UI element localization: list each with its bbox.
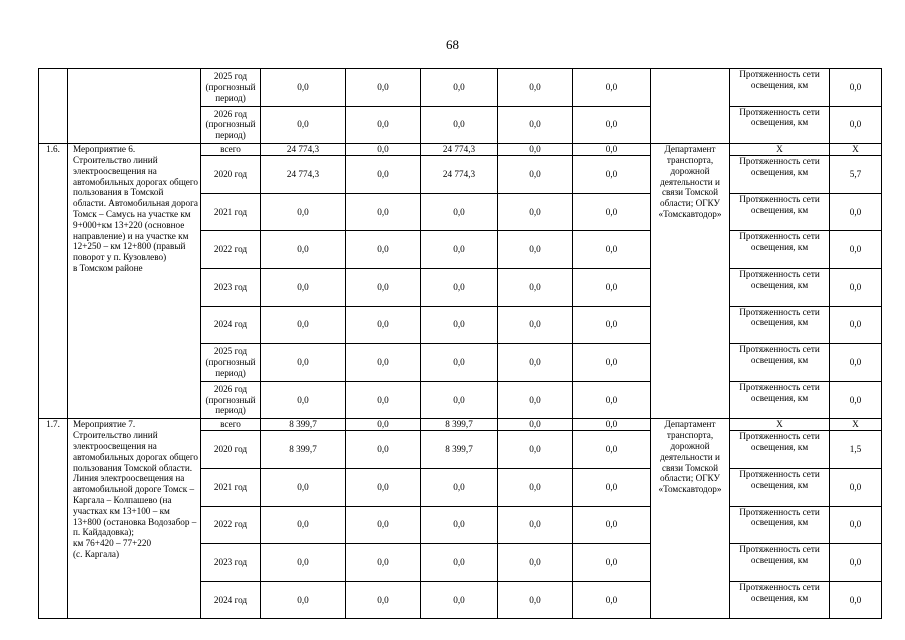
federal-cell: 0,0 xyxy=(346,581,421,619)
value-cell: 5,7 xyxy=(830,156,882,194)
regional-cell: 0,0 xyxy=(421,581,498,619)
federal-cell: 0,0 xyxy=(346,468,421,506)
executor-cell: Департамент транспорта, дорожной деятельности и связи Томской области; ОГКУ «Томскавтодор» xyxy=(651,144,730,419)
period-cell: 2022 год xyxy=(201,231,261,269)
indicator-cell: Протяженность сети освещения, км xyxy=(730,431,830,469)
period-cell: 2024 год xyxy=(201,581,261,619)
indicator-cell: Протяженность сети освещения, км xyxy=(730,156,830,194)
table-row xyxy=(39,144,882,156)
regional-cell: 0,0 xyxy=(421,344,498,382)
description-line: км 76+420 – 77+220 xyxy=(73,538,152,549)
indicator-cell: Х xyxy=(730,144,830,156)
total-cell: 0,0 xyxy=(261,468,346,506)
regional-cell: 8 399,7 xyxy=(421,419,498,431)
value-cell: 0,0 xyxy=(830,106,882,144)
value-cell: 0,0 xyxy=(830,581,882,619)
indicator-cell: Протяженность сети освещения, км xyxy=(730,106,830,144)
regional-cell: 0,0 xyxy=(421,544,498,582)
other-cell: 0,0 xyxy=(573,381,651,419)
other-cell: 0,0 xyxy=(573,468,651,506)
regional-cell: 0,0 xyxy=(421,306,498,344)
federal-cell: 0,0 xyxy=(346,231,421,269)
other-cell: 0,0 xyxy=(573,344,651,382)
other-cell: 0,0 xyxy=(573,231,651,269)
total-cell: 0,0 xyxy=(261,344,346,382)
other-cell: 0,0 xyxy=(573,193,651,231)
number-cell xyxy=(39,69,68,144)
period-cell: 2023 год xyxy=(201,268,261,306)
total-cell: 24 774,3 xyxy=(261,144,346,156)
executor-cell: Департамент транспорта, дорожной деятельности и связи Томской области; ОГКУ «Томскавтодор» xyxy=(651,419,730,619)
indicator-cell: Протяженность сети освещения, км xyxy=(730,69,830,107)
description-line: Строительство линий электроосвещения на автомобильных дорогах общего пользования Томской области. Линия электроосвещения на автомобильной дороге Томск – Каргала – Колпашево (на участках км 13+100 – км 13+800 (остановка Водозабор – п. Кайдадовка); xyxy=(73,430,198,538)
total-cell: 0,0 xyxy=(261,268,346,306)
period-cell: 2022 год xyxy=(201,506,261,544)
value-cell: 0,0 xyxy=(830,544,882,582)
local-cell: 0,0 xyxy=(498,468,573,506)
value-cell: Х xyxy=(830,419,882,431)
indicator-cell: Протяженность сети освещения, км xyxy=(730,544,830,582)
regional-cell: 0,0 xyxy=(421,468,498,506)
indicator-cell: Протяженность сети освещения, км xyxy=(730,344,830,382)
regional-cell: 8 399,7 xyxy=(421,431,498,469)
value-cell: 0,0 xyxy=(830,506,882,544)
total-cell: 8 399,7 xyxy=(261,431,346,469)
measure-description xyxy=(68,419,201,619)
indicator-cell: Протяженность сети освещения, км xyxy=(730,506,830,544)
local-cell: 0,0 xyxy=(498,419,573,431)
period-cell: 2026 год (прогнозный период) xyxy=(201,381,261,419)
other-cell: 0,0 xyxy=(573,419,651,431)
indicator-cell: Протяженность сети освещения, км xyxy=(730,581,830,619)
regional-cell: 0,0 xyxy=(421,381,498,419)
description-line: Мероприятие 6. xyxy=(73,144,136,155)
measure-description xyxy=(68,144,201,419)
local-cell: 0,0 xyxy=(498,581,573,619)
value-cell: 1,5 xyxy=(830,431,882,469)
total-cell: 0,0 xyxy=(261,381,346,419)
local-cell: 0,0 xyxy=(498,69,573,107)
table-row xyxy=(39,419,882,431)
local-cell: 0,0 xyxy=(498,544,573,582)
period-cell: 2020 год xyxy=(201,156,261,194)
measure-number: 1.7. xyxy=(39,419,68,619)
federal-cell: 0,0 xyxy=(346,156,421,194)
local-cell: 0,0 xyxy=(498,231,573,269)
total-cell: 0,0 xyxy=(261,581,346,619)
local-cell: 0,0 xyxy=(498,144,573,156)
regional-cell: 0,0 xyxy=(421,193,498,231)
federal-cell: 0,0 xyxy=(346,431,421,469)
federal-cell: 0,0 xyxy=(346,106,421,144)
total-cell: 0,0 xyxy=(261,231,346,269)
local-cell: 0,0 xyxy=(498,506,573,544)
local-cell: 0,0 xyxy=(498,268,573,306)
indicator-cell: Протяженность сети освещения, км xyxy=(730,468,830,506)
regional-cell: 24 774,3 xyxy=(421,144,498,156)
name-cell xyxy=(68,69,201,144)
executor-cell xyxy=(651,69,730,144)
indicator-cell: Протяженность сети освещения, км xyxy=(730,306,830,344)
table-row xyxy=(39,69,882,107)
other-cell: 0,0 xyxy=(573,581,651,619)
indicator-cell: Протяженность сети освещения, км xyxy=(730,268,830,306)
value-cell: 0,0 xyxy=(830,468,882,506)
local-cell: 0,0 xyxy=(498,156,573,194)
total-cell: 0,0 xyxy=(261,106,346,144)
description-line: в Томском районе xyxy=(73,262,143,273)
period-cell: 2023 год xyxy=(201,544,261,582)
local-cell: 0,0 xyxy=(498,381,573,419)
other-cell: 0,0 xyxy=(573,156,651,194)
value-cell: 0,0 xyxy=(830,344,882,382)
indicator-cell: Х xyxy=(730,419,830,431)
regional-cell: 0,0 xyxy=(421,69,498,107)
period-cell: 2024 год xyxy=(201,306,261,344)
federal-cell: 0,0 xyxy=(346,193,421,231)
page-number: 68 xyxy=(446,37,459,52)
period-cell: всего xyxy=(201,144,261,156)
value-cell: 0,0 xyxy=(830,69,882,107)
local-cell: 0,0 xyxy=(498,344,573,382)
total-cell: 0,0 xyxy=(261,306,346,344)
indicator-cell: Протяженность сети освещения, км xyxy=(730,193,830,231)
period-cell: всего xyxy=(201,419,261,431)
value-cell: Х xyxy=(830,144,882,156)
indicator-cell: Протяженность сети освещения, км xyxy=(730,231,830,269)
period-cell: 2025 год (прогнозный период) xyxy=(201,69,261,107)
description-line: Мероприятие 7. xyxy=(73,419,136,430)
other-cell: 0,0 xyxy=(573,268,651,306)
federal-cell: 0,0 xyxy=(346,69,421,107)
total-cell: 0,0 xyxy=(261,506,346,544)
regional-cell: 0,0 xyxy=(421,506,498,544)
federal-cell: 0,0 xyxy=(346,344,421,382)
other-cell: 0,0 xyxy=(573,544,651,582)
description-line: Строительство линий электроосвещения на автомобильных дорогах общего пользования в Томской области. Автомобильная дорога Томск – Самусь на участке км 9+000+км 13+220 (основное направление) и на участке км 12+250 – км 12+800 (правый поворот у п. Кузовлево) xyxy=(73,154,198,263)
program-table xyxy=(38,68,882,619)
other-cell: 0,0 xyxy=(573,69,651,107)
description-line: (с. Каргала) xyxy=(73,548,120,559)
local-cell: 0,0 xyxy=(498,106,573,144)
local-cell: 0,0 xyxy=(498,431,573,469)
regional-cell: 0,0 xyxy=(421,231,498,269)
value-cell: 0,0 xyxy=(830,231,882,269)
other-cell: 0,0 xyxy=(573,106,651,144)
period-cell: 2021 год xyxy=(201,193,261,231)
regional-cell: 0,0 xyxy=(421,106,498,144)
federal-cell: 0,0 xyxy=(346,544,421,582)
period-cell: 2020 год xyxy=(201,431,261,469)
period-cell: 2025 год (прогнозный период) xyxy=(201,344,261,382)
period-cell: 2021 год xyxy=(201,468,261,506)
federal-cell: 0,0 xyxy=(346,506,421,544)
period-cell: 2026 год (прогнозный период) xyxy=(201,106,261,144)
federal-cell: 0,0 xyxy=(346,268,421,306)
measure-number: 1.6. xyxy=(39,144,68,419)
value-cell: 0,0 xyxy=(830,193,882,231)
other-cell: 0,0 xyxy=(573,306,651,344)
regional-cell: 0,0 xyxy=(421,268,498,306)
indicator-cell: Протяженность сети освещения, км xyxy=(730,381,830,419)
total-cell: 8 399,7 xyxy=(261,419,346,431)
federal-cell: 0,0 xyxy=(346,381,421,419)
value-cell: 0,0 xyxy=(830,268,882,306)
other-cell: 0,0 xyxy=(573,431,651,469)
total-cell: 24 774,3 xyxy=(261,156,346,194)
total-cell: 0,0 xyxy=(261,544,346,582)
federal-cell: 0,0 xyxy=(346,306,421,344)
federal-cell: 0,0 xyxy=(346,144,421,156)
regional-cell: 24 774,3 xyxy=(421,156,498,194)
value-cell: 0,0 xyxy=(830,381,882,419)
federal-cell: 0,0 xyxy=(346,419,421,431)
value-cell: 0,0 xyxy=(830,306,882,344)
total-cell: 0,0 xyxy=(261,193,346,231)
other-cell: 0,0 xyxy=(573,506,651,544)
total-cell: 0,0 xyxy=(261,69,346,107)
local-cell: 0,0 xyxy=(498,306,573,344)
other-cell: 0,0 xyxy=(573,144,651,156)
local-cell: 0,0 xyxy=(498,193,573,231)
